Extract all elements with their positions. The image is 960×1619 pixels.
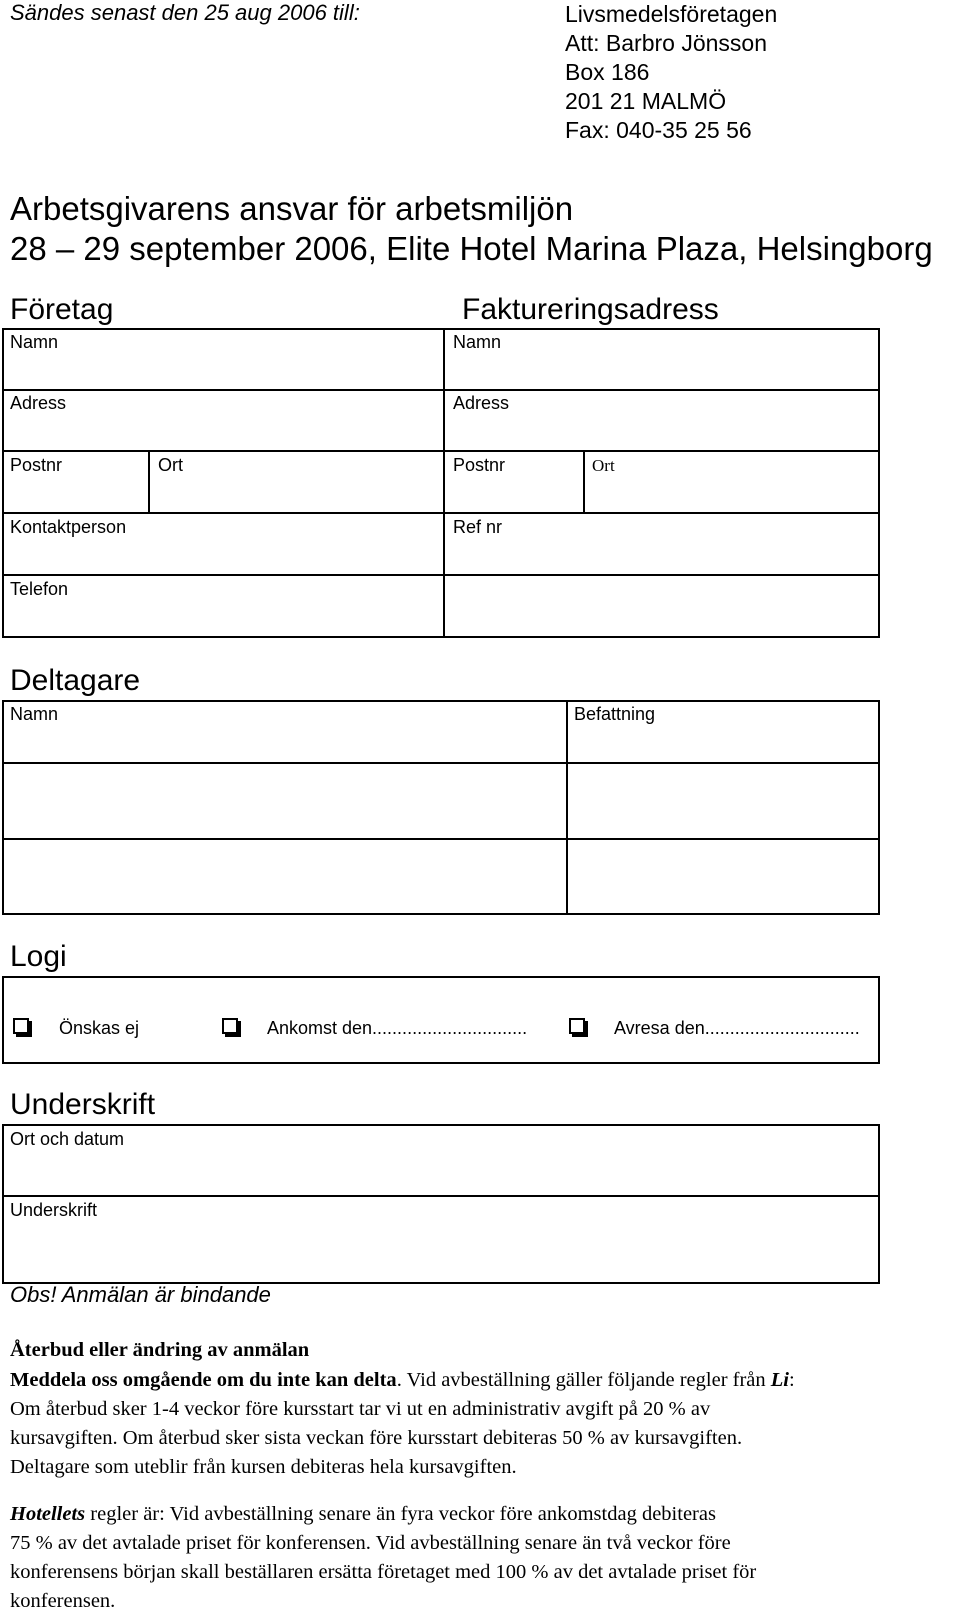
colon: : bbox=[789, 1369, 795, 1391]
hotell-line1 bbox=[10, 1500, 756, 1529]
hotell-line4: konferensen. bbox=[10, 1590, 116, 1612]
underskrift-heading: Underskrift bbox=[10, 1088, 156, 1121]
li-name: Li bbox=[770, 1369, 789, 1391]
sent-by-text: Sändes senast den 25 aug 2006 till: bbox=[10, 0, 360, 25]
hotell-lead: Hotellets bbox=[10, 1503, 86, 1525]
event-title-line1: Arbetsgivarens ansvar för arbetsmiljön bbox=[10, 190, 574, 227]
faktura-postnr-field[interactable]: Postnr bbox=[453, 455, 506, 475]
foretag-heading: Företag bbox=[10, 293, 114, 326]
aterbud-line1 bbox=[10, 1366, 795, 1395]
telefon-field[interactable]: Telefon bbox=[10, 579, 69, 599]
avresa-checkbox[interactable] bbox=[569, 1018, 585, 1034]
foretag-postnr-field[interactable]: Postnr bbox=[10, 455, 63, 475]
foretag-ort-field[interactable]: Ort bbox=[158, 455, 183, 475]
hotell-line3: konferensens början skall beställaren ersätta företaget med 100 % av det avtalade priset för bbox=[10, 1561, 757, 1583]
faktura-namn-field[interactable]: Namn bbox=[453, 332, 502, 352]
aterbud-heading: Återbud eller ändring av anmälan bbox=[10, 1339, 310, 1361]
onskas-ej-label: Önskas ej bbox=[59, 1018, 140, 1038]
faktura-adress-field[interactable]: Adress bbox=[453, 393, 510, 413]
ankomst-label: Ankomst den............................... bbox=[267, 1018, 528, 1038]
foretag-adress-field[interactable]: Adress bbox=[10, 393, 67, 413]
aterbud-line3: kursavgiften. Om återbud sker sista veckan före kursstart debiteras 50 % av kursavgiften. bbox=[10, 1427, 743, 1449]
aterbud-line1-rest: . Vid avbeställning gäller följande regler från bbox=[396, 1369, 771, 1391]
address-line: Box 186 bbox=[565, 59, 650, 85]
faktura-heading: Faktureringsadress bbox=[462, 293, 719, 326]
logi-heading: Logi bbox=[10, 940, 67, 973]
hotell-line2: 75 % av det avtalade priset för konferensen. Vid avbeställning senare än två veckor före bbox=[10, 1532, 731, 1554]
participants-form-box bbox=[2, 700, 880, 915]
kontaktperson-field[interactable]: Kontaktperson bbox=[10, 517, 127, 537]
aterbud-line4: Deltagare som uteblir från kursen debiteras hela kursavgiften. bbox=[10, 1456, 517, 1478]
aterbud-bold-lead: Meddela oss omgående om du inte kan delta bbox=[10, 1369, 397, 1391]
avresa-label: Avresa den............................... bbox=[614, 1018, 860, 1038]
faktura-ort-field[interactable]: Ort bbox=[592, 456, 615, 475]
underskrift-field[interactable]: Underskrift bbox=[10, 1200, 98, 1220]
address-line: Fax: 040-35 25 56 bbox=[565, 117, 752, 143]
ankomst-checkbox[interactable] bbox=[222, 1018, 238, 1034]
aterbud-paragraph bbox=[10, 1366, 795, 1482]
address-line: 201 21 MALMÖ bbox=[565, 88, 727, 114]
event-title bbox=[10, 189, 933, 269]
deltagare-namn-field[interactable]: Namn bbox=[10, 704, 59, 724]
refnr-field[interactable]: Ref nr bbox=[453, 517, 503, 537]
deltagare-heading: Deltagare bbox=[10, 664, 141, 697]
address-line: Livsmedelsföretagen bbox=[565, 1, 778, 27]
ort-datum-field[interactable]: Ort och datum bbox=[10, 1129, 125, 1149]
aterbud-line2: Om återbud sker 1-4 veckor före kursstart tar vi ut en administrativ avgift på 20 % av bbox=[10, 1398, 711, 1420]
hotell-paragraph bbox=[10, 1500, 756, 1616]
address-line: Att: Barbro Jönsson bbox=[565, 30, 767, 56]
event-title-line2: 28 – 29 september 2006, Elite Hotel Marina Plaza, Helsingborg bbox=[10, 230, 933, 267]
hotell-line1-rest: regler är: Vid avbeställning senare än fyra veckor före ankomstdag debiteras bbox=[85, 1503, 716, 1525]
obs-notice: Obs! Anmälan är bindande bbox=[10, 1282, 271, 1307]
onskas-ej-checkbox[interactable] bbox=[13, 1018, 29, 1034]
recipient-address bbox=[565, 0, 777, 145]
befattning-field[interactable]: Befattning bbox=[574, 704, 656, 724]
signature-form-box bbox=[2, 1124, 880, 1284]
foretag-namn-field[interactable]: Namn bbox=[10, 332, 59, 352]
company-form-box bbox=[2, 328, 880, 638]
